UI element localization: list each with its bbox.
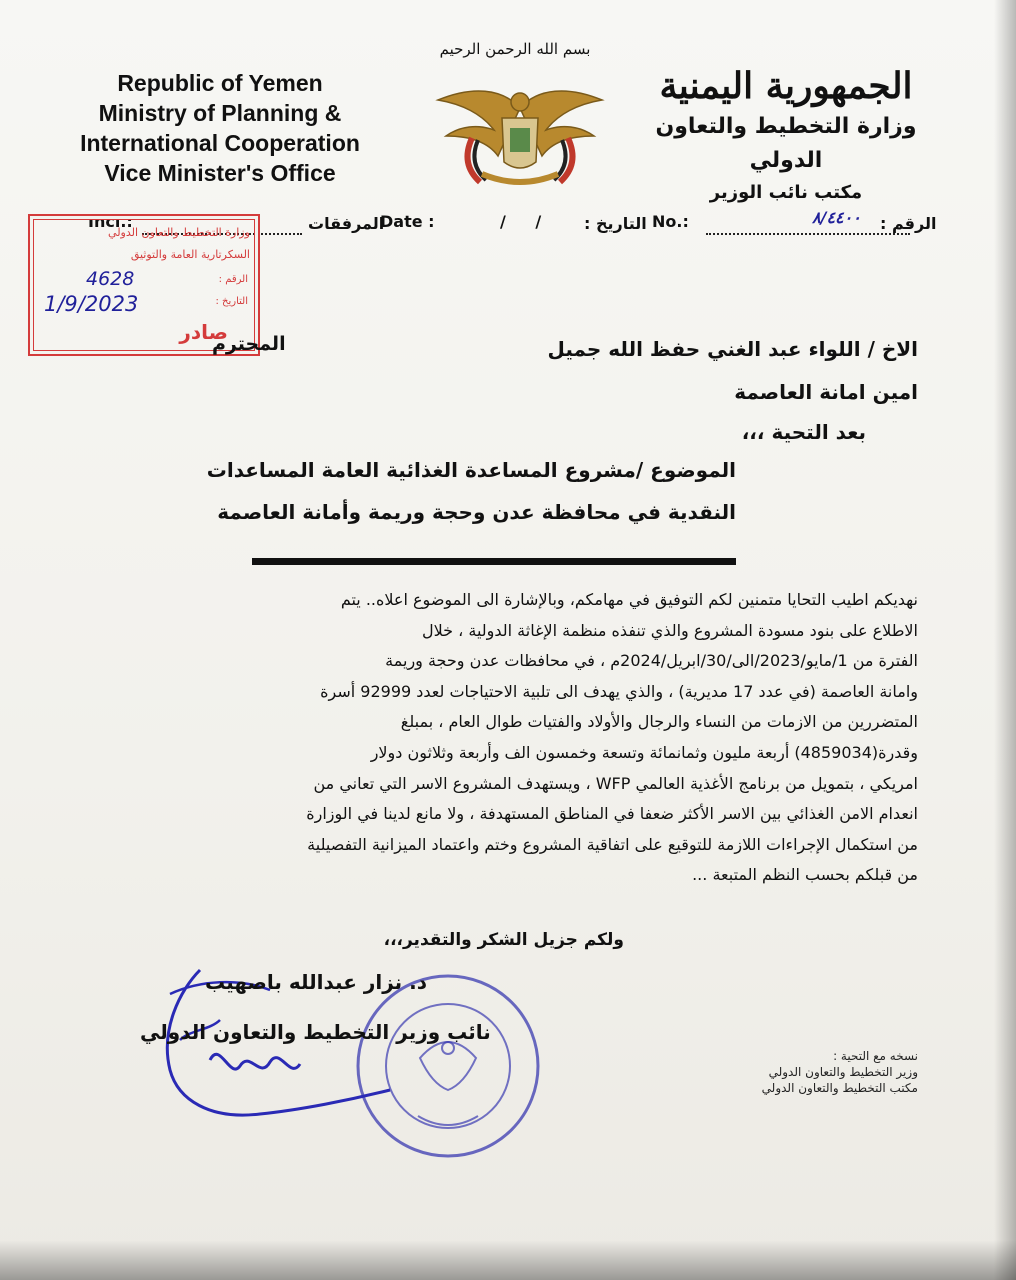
reference-number-handwritten: ٨/٤٤٠٠ bbox=[812, 208, 861, 227]
header-en-line4: Vice Minister's Office bbox=[104, 160, 336, 186]
cc-line1: وزير التخطيط والتعاون الدولي bbox=[768, 1065, 918, 1079]
no-label-ar: الرقم : bbox=[880, 214, 937, 233]
yemen-eagle-emblem-icon bbox=[432, 78, 608, 194]
date-label: Date : bbox=[380, 212, 435, 231]
stamp-line2: السكرتارية العامة والتوثيق bbox=[130, 248, 250, 261]
scan-shadow-right bbox=[994, 0, 1016, 1280]
header-en-line1: Republic of Yemen bbox=[117, 70, 323, 96]
body-line: نهديكم اطيب التحايا متمنين لكم التوفيق في مهامكم، وبالإشارة الى الموضوع اعلاه.. يتم bbox=[340, 590, 918, 609]
date-label-ar: التاريخ : bbox=[584, 214, 647, 233]
header-ar-line3: مكتب نائب الوزير bbox=[709, 182, 863, 203]
stamp-handwritten-date: 1/9/2023 bbox=[44, 292, 139, 316]
body-line: امريكي ، بتمويل من برنامج الأغذية العالمي WFP ، ويستهدف المشروع الاسر التي تعاني من bbox=[313, 773, 918, 793]
signatory-name: د. نزار عبدالله باصهيب bbox=[205, 970, 427, 994]
basmala: بسم الله الرحمن الرحيم bbox=[439, 40, 591, 58]
header-arabic bbox=[636, 62, 936, 208]
body-line: وقدرة(4859034) أربعة مليون وثمانمائة وتسعة وخمسون الف وأربعة وثلاثون دولار bbox=[370, 742, 918, 762]
greeting: بعد التحية ،،، bbox=[741, 420, 866, 444]
header-en-line3: International Cooperation bbox=[80, 130, 360, 156]
cc-title: نسخه مع التحية : bbox=[833, 1049, 918, 1063]
header-english bbox=[60, 68, 380, 188]
body-line: الفترة من 1/مايو/2023/الى/30/ابريل/2024م ، في محافظات عدن وحجة وريمة bbox=[385, 651, 918, 671]
stamp-handwritten-number: 4628 bbox=[86, 268, 135, 290]
stamp-date-label: التاريخ : bbox=[215, 296, 248, 307]
honorific: المحترم bbox=[212, 333, 286, 355]
no-label: No.: bbox=[652, 212, 689, 231]
subject-line2: النقدية في محافظة عدن وحجة وريمة وأمانة العاصمة bbox=[217, 500, 736, 524]
cc-line2: مكتب التخطيط والتعاون الدولي bbox=[761, 1081, 918, 1095]
stamp-num-label: الرقم : bbox=[218, 274, 248, 285]
closing-line: ولكم جزيل الشكر والتقدير،،، bbox=[383, 930, 624, 950]
divider-rule bbox=[252, 558, 736, 565]
incl-label: Incl.: bbox=[88, 212, 133, 231]
signatory-title: نائب وزير التخطيط والتعاون الدولي bbox=[140, 1020, 491, 1044]
header-ar-line2: وزارة التخطيط والتعاون الدولي bbox=[655, 114, 917, 173]
date-value: / / bbox=[500, 212, 554, 231]
body-line: من قبلكم بحسب النظم المتبعة ... bbox=[692, 865, 918, 885]
header-en-line2: Ministry of Planning & bbox=[98, 100, 342, 126]
stamp-line1: وزارة التخطيط والتعاون الدولي bbox=[108, 226, 250, 239]
body-line: المتضررين من الازمات من النساء والرجال والأولاد والفتيات طوال العام ، بمبلغ bbox=[400, 712, 918, 732]
addressee-line2: امين امانة العاصمة bbox=[734, 380, 918, 404]
letter-body bbox=[98, 585, 918, 891]
body-line: من استكمال الإجراءات اللازمة للتوقيع على اتفاقية المشروع وختم واعتماد الميزانية التفصيلية bbox=[307, 834, 918, 854]
header-ar-line1: الجمهورية اليمنية bbox=[659, 65, 913, 107]
no-dots bbox=[706, 233, 910, 235]
scan-shadow-bottom bbox=[0, 1240, 1016, 1280]
addressee-line1: الاخ / اللواء عبد الغني حفظ الله جميل bbox=[547, 337, 918, 361]
body-line: انعدام الامن الغذائي بين الاسر الأكثر ضعفا في المناطق المستهدفة ، ولا مانع لدينا في الوزارة bbox=[306, 804, 918, 824]
subject-line1: الموضوع /مشروع المساعدة الغذائية العامة المساعدات bbox=[206, 458, 736, 482]
body-line: الاطلاع على بنود مسودة المشروع والذي تنفذه منظمة الإغاثة الدولية ، خلال bbox=[421, 620, 918, 640]
attachments-label: المرفقات bbox=[308, 214, 385, 233]
stamp-status: صادر bbox=[179, 320, 228, 344]
body-line: وامانة العاصمة (في عدد 17 مديرية) ، والذي يهدف الى تلبية الاحتياجات لعدد 92999 أسرة bbox=[320, 681, 918, 701]
cc-block bbox=[762, 1048, 918, 1096]
